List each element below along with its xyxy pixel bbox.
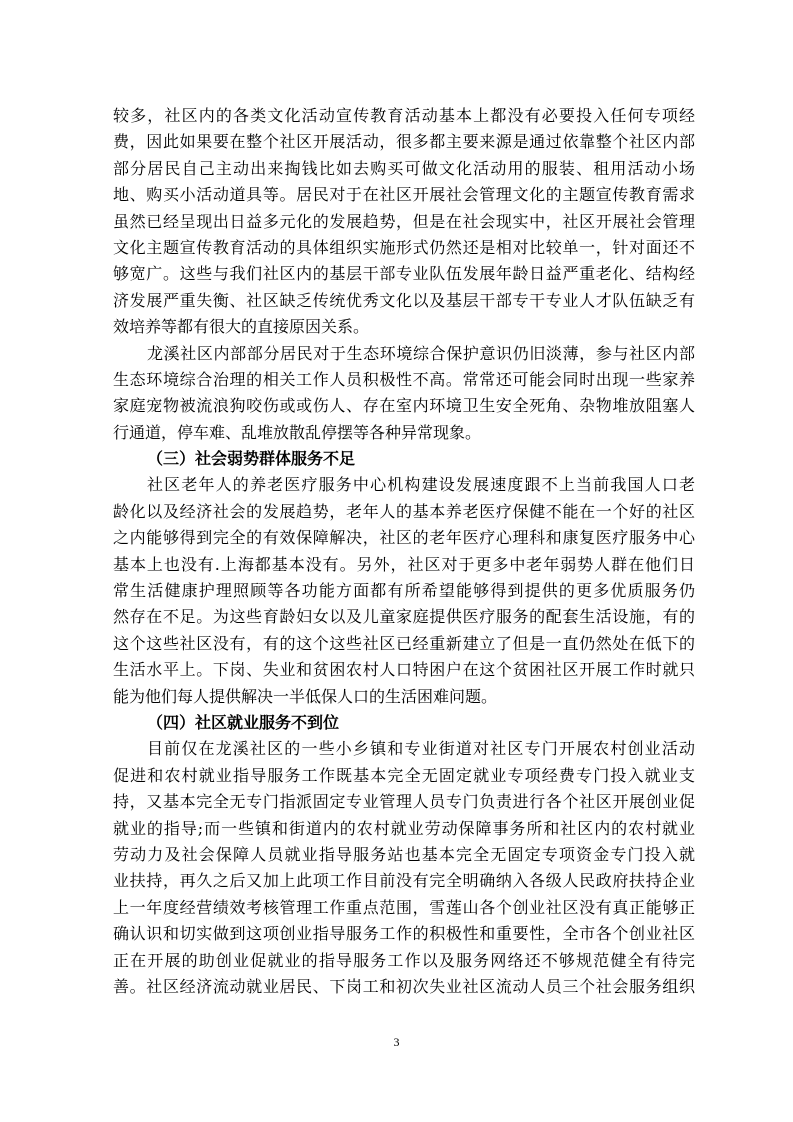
text-line: 能为他们每人提供解决一半低保人口的生活困难问题。 bbox=[113, 686, 498, 706]
paragraph bbox=[113, 472, 695, 710]
text-line: 业扶持，再久之后又加上此项工作目前没有完全明确纳入各级人民政府扶持企业 bbox=[113, 871, 695, 891]
document-body bbox=[113, 103, 695, 1000]
text-line: 然存在不足。为这些育龄妇女以及儿童家庭提供医疗服务的配套生活设施，有的 bbox=[113, 607, 695, 627]
text-line: 虽然已经呈现出日益多元化的发展趋势，但是在社会现实中，社区开展社会管理 bbox=[113, 211, 695, 231]
paragraph bbox=[113, 736, 695, 1000]
section-heading: （三）社会弱势群体服务不足 bbox=[147, 449, 356, 469]
text-line: 龄化以及经济社会的发展趋势，老年人的基本养老医疗保健不能在一个好的社区 bbox=[113, 501, 695, 521]
text-line: 行通道，停车难、乱堆放散乱停摆等各种异常现象。 bbox=[113, 422, 482, 442]
text-line: 之内能够得到完全的有效保障解决，社区的老年医疗心理科和康复医疗服务中心 bbox=[113, 528, 695, 548]
text-line: 龙溪社区内部部分居民对于生态环境综合保护意识仍旧淡薄，参与社区内部 bbox=[147, 343, 695, 363]
text-line: 家庭宠物被流浪狗咬伤或或伤人、存在室内环境卫生安全死角、杂物堆放阻塞人 bbox=[113, 396, 695, 416]
text-line: 目前仅在龙溪社区的一些小乡镇和专业街道对社区专门开展农村创业活动 bbox=[147, 739, 695, 759]
text-line: 确认识和切实做到这项创业指导服务工作的积极性和重要性，全市各个创业社区 bbox=[113, 924, 695, 944]
text-line: 较多，社区内的各类文化活动宣传教育活动基本上都没有必要投入任何专项经 bbox=[113, 106, 695, 125]
section-heading: （四）社区就业服务不到位 bbox=[147, 712, 340, 732]
text-line: 劳动力及社会保障人员就业指导服务站也基本完全无固定专项资金专门投入就 bbox=[113, 844, 695, 864]
text-line: 部分居民自己主动出来掏钱比如去购买可做文化活动用的服装、租用活动小场 bbox=[113, 158, 695, 178]
page-number: 3 bbox=[393, 1035, 400, 1049]
text-line: 常生活健康护理照顾等各功能方面都有所希望能够得到提供的更多优质服务仍 bbox=[113, 581, 695, 601]
text-line: 持，又基本完全无专门指派固定专业管理人员专门负责进行各个社区开展创业促 bbox=[113, 792, 695, 812]
text-line: 文化主题宣传教育活动的具体组织实施形式仍然还是相对比较单一，针对面还不 bbox=[113, 237, 695, 257]
text-line: 这个这些社区没有，有的这个这些社区已经重新建立了但是一直仍然处在低下的 bbox=[113, 633, 695, 653]
section-heading-block bbox=[113, 446, 695, 472]
text-line: 善。社区经济流动就业居民、下岗工和初次失业社区流动人员三个社会服务组织 bbox=[113, 976, 695, 996]
text-line: 正在开展的助创业促就业的指导服务工作以及服务网络还不够规范健全有待完 bbox=[113, 950, 695, 970]
text-line: 社区老年人的养老医疗服务中心机构建设发展速度跟不上当前我国人口老 bbox=[147, 475, 695, 495]
text-line: 上一年度经营绩效考核管理工作重点范围，雪莲山各个创业社区没有真正能够正 bbox=[113, 897, 695, 917]
text-line: 生态环境综合治理的相关工作人员积极性不高。常常还可能会同时出现一些家养 bbox=[113, 369, 695, 389]
text-line: 费，因此如果要在整个社区开展活动，很多都主要来源是通过依靠整个社区内部 bbox=[113, 132, 695, 152]
text-line: 济发展严重失衡、社区缺乏传统优秀文化以及基层干部专干专业人才队伍缺乏有 bbox=[113, 290, 695, 310]
text-line: 生活水平上。下岗、失业和贫困农村人口特困户在这个贫困社区开展工作时就只 bbox=[113, 660, 695, 680]
text-line: 促进和农村就业指导服务工作既基本完全无固定就业专项经费专门投入就业支 bbox=[113, 765, 695, 785]
text-line: 就业的指导;而一些镇和街道内的农村就业劳动保障事务所和社区内的农村就业 bbox=[113, 818, 695, 838]
text-line: 效培养等都有很大的直接原因关系。 bbox=[113, 317, 370, 337]
text-line: 基本上也没有.上海都基本没有。另外，社区对于更多中老年弱势人群在他们日 bbox=[113, 554, 695, 574]
paragraph bbox=[113, 103, 695, 341]
text-line: 够宽广。这些与我们社区内的基层干部专业队伍发展年龄日益严重老化、结构经 bbox=[113, 264, 695, 284]
paragraph bbox=[113, 341, 695, 447]
text-line: 地、购买小活动道具等。居民对于在社区开展社会管理文化的主题宣传教育需求 bbox=[113, 185, 695, 205]
section-heading-block bbox=[113, 710, 695, 736]
